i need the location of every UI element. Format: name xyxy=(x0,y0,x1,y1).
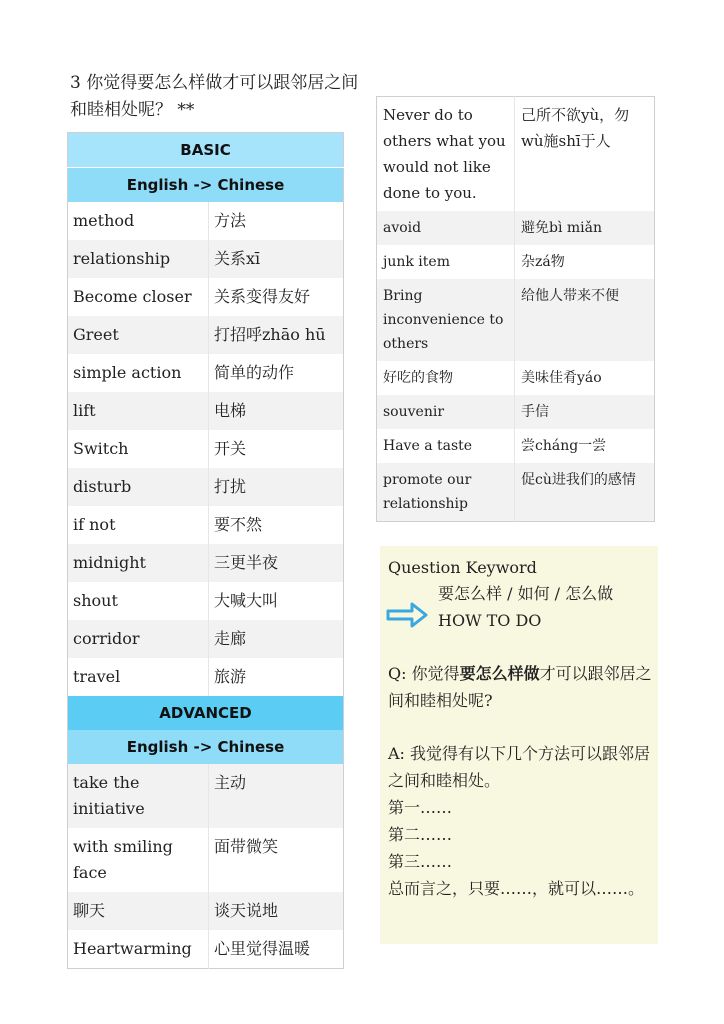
table-row xyxy=(377,279,655,361)
zh-cell: 面带微笑 xyxy=(214,837,279,856)
en-cell: Bring inconvenience to others xyxy=(377,279,515,361)
en-cell: Heartwarming xyxy=(68,930,209,969)
table-row xyxy=(68,930,344,969)
en-cell: method xyxy=(68,202,209,240)
basic-header: BASIC xyxy=(68,133,344,168)
table-row xyxy=(68,468,344,506)
zh-cell: 避免bì miǎn xyxy=(515,211,655,245)
zh-cell: 打招呼zhāo hū xyxy=(209,316,344,354)
keyword-box xyxy=(380,546,658,944)
table-row xyxy=(68,240,344,278)
en-cell: travel xyxy=(68,658,209,696)
zh-cell: 主动 xyxy=(209,764,344,828)
zh-cell: 电梯 xyxy=(209,392,344,430)
keyword-line: 要怎么样 / 如何 / 怎么做 xyxy=(438,584,614,603)
zh-cell: 开关 xyxy=(214,439,247,458)
en-cell: 好吃的食物 xyxy=(377,361,515,395)
en-cell: if not xyxy=(68,506,209,544)
table-row xyxy=(68,892,344,930)
zh-cell: 简单的动作 xyxy=(214,363,295,382)
en-cell: simple action xyxy=(68,354,209,392)
table-row xyxy=(68,392,344,430)
vocab-table-basic xyxy=(67,132,344,969)
en-cell: lift xyxy=(68,392,209,430)
en-cell: souvenir xyxy=(377,395,515,429)
zh-cell: 促cù进我们的感情 xyxy=(515,463,655,522)
table-row xyxy=(377,429,655,463)
en-cell: avoid xyxy=(377,211,515,245)
en-cell: junk item xyxy=(377,245,515,279)
table-row xyxy=(377,211,655,245)
en-cell: shout xyxy=(68,582,209,620)
zh-cell: 手信 xyxy=(515,395,655,429)
question-title: 3 你觉得要怎么样做才可以跟邻居之间和睦相处呢？ ** xyxy=(70,73,359,120)
zh-cell: 关系变得友好 xyxy=(214,287,311,306)
en-cell: relationship xyxy=(68,240,209,278)
en-cell: midnight xyxy=(68,544,209,582)
table-row xyxy=(377,361,655,395)
zh-cell: 己所不欲yù，勿wù施shī于人 xyxy=(521,106,630,150)
arrow-right-icon xyxy=(386,600,428,630)
en-cell: disturb xyxy=(68,468,209,506)
zh-cell: 心里觉得温暖 xyxy=(214,939,311,958)
answer-line: 第三…… xyxy=(388,852,453,871)
question-suffix: 才可以跟邻居之间和睦相处呢? xyxy=(388,664,652,710)
zh-cell: 谈天说地 xyxy=(209,892,344,930)
answer-line: 第二…… xyxy=(388,825,453,844)
en-cell: promote our relationship xyxy=(377,463,515,522)
zh-cell: 大喊大叫 xyxy=(214,591,279,610)
en-cell: Have a taste xyxy=(377,429,515,463)
answer-line: 总而言之，只要……，就可以……。 xyxy=(388,879,645,898)
advanced-header: ADVANCED xyxy=(68,696,344,730)
zh-cell: 走廊 xyxy=(209,620,344,658)
zh-cell: 要不然 xyxy=(214,515,263,534)
question-prefix: Q: 你觉得 xyxy=(388,664,460,683)
table-row xyxy=(68,316,344,354)
table-row xyxy=(377,463,655,522)
table-row xyxy=(377,97,655,212)
zh-cell: 方法 xyxy=(214,211,247,230)
en-cell: 聊天 xyxy=(68,892,209,930)
sample-answer xyxy=(388,740,652,902)
question-keyword: 要怎么样做 xyxy=(459,664,540,683)
en-cell: take the initiative xyxy=(68,764,209,828)
sample-question xyxy=(388,660,652,714)
table-row xyxy=(68,764,344,828)
en-cell: Switch xyxy=(68,430,209,468)
en-cell: with smiling face xyxy=(68,828,209,892)
keyword-title: Question Keyword xyxy=(388,558,537,577)
en-cell: corridor xyxy=(68,620,209,658)
table-row xyxy=(68,278,344,316)
table-row xyxy=(68,658,344,696)
zh-cell: 旅游 xyxy=(214,667,247,686)
table-row xyxy=(68,620,344,658)
zh-cell: 尝cháng一尝 xyxy=(521,438,607,454)
keyword-line-en: HOW TO DO xyxy=(438,611,542,630)
zh-cell: 关系xī xyxy=(209,240,344,278)
zh-cell: 杂zá物 xyxy=(521,254,565,270)
table-row xyxy=(68,202,344,240)
table-row xyxy=(68,544,344,582)
basic-subheader: English -> Chinese xyxy=(68,168,344,203)
zh-cell: 美味佳肴yáo xyxy=(521,370,602,386)
en-cell: Greet xyxy=(68,316,209,354)
table-row xyxy=(68,430,344,468)
table-row xyxy=(68,354,344,392)
table-row xyxy=(377,245,655,279)
vocab-table-extra xyxy=(376,96,655,522)
zh-cell: 打扰 xyxy=(209,468,344,506)
table-row xyxy=(377,395,655,429)
advanced-subheader: English -> Chinese xyxy=(68,730,344,764)
en-cell: Become closer xyxy=(68,278,209,316)
zh-cell: 三更半夜 xyxy=(209,544,344,582)
en-cell: Never do to others what you would not like done to you. xyxy=(377,97,515,212)
table-row xyxy=(68,828,344,892)
table-row xyxy=(68,506,344,544)
table-row xyxy=(68,582,344,620)
answer-line: 第一…… xyxy=(388,798,453,817)
answer-line: A: 我觉得有以下几个方法可以跟邻居之间和睦相处。 xyxy=(388,744,651,790)
zh-cell: 给他人带来不便 xyxy=(515,279,655,361)
